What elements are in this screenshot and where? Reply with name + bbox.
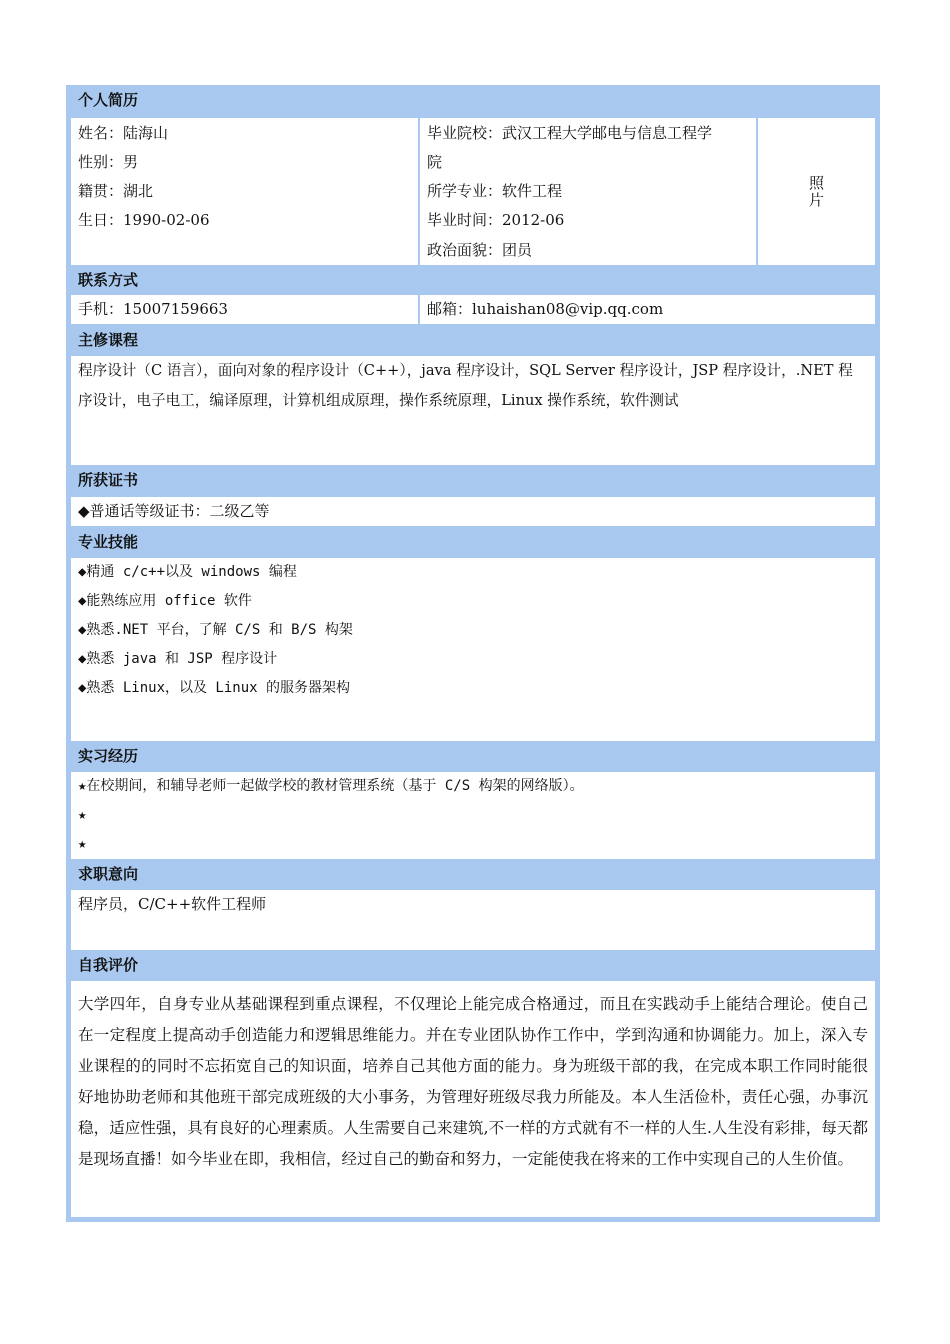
education-info-cell — [420, 118, 756, 265]
hometown-field: 籍贯：湖北 — [78, 182, 154, 200]
internship-item: ★在校期间，和辅导老师一起做学校的教材管理系统（基于 C/S 构架的网络版）。 — [78, 778, 584, 794]
school-field-cont: 院 — [427, 153, 443, 171]
section-header-skills: 专业技能 — [71, 527, 875, 557]
phone-field: 手机：15007159663 — [78, 300, 228, 318]
section-header-certificates: 所获证书 — [71, 465, 875, 495]
courses-cell — [71, 356, 875, 465]
email-field: 邮箱：luhaishan08@vip.qq.com — [427, 300, 664, 318]
section-header-courses: 主修课程 — [71, 325, 875, 355]
email-cell — [420, 295, 875, 324]
internship-item: ★ — [78, 836, 87, 852]
section-header-contact: 联系方式 — [71, 265, 875, 295]
courses-line-2: 序设计，电子电工，编译原理，计算机组成原理，操作系统原理，Linux 操作系统，软件测试 — [78, 392, 679, 409]
section-header-objective: 求职意向 — [71, 859, 875, 889]
self-evaluation-cell — [71, 981, 875, 1217]
internship-item: ★ — [78, 807, 87, 823]
internship-cell — [71, 772, 875, 859]
basic-info-cell — [71, 118, 418, 265]
section-header-internship: 实习经历 — [71, 741, 875, 771]
phone-cell — [71, 295, 418, 324]
political-field: 政治面貌：团员 — [427, 241, 533, 259]
skill-item: ◆熟悉 Linux，以及 Linux 的服务器架构 — [78, 680, 351, 696]
school-field: 毕业院校：武汉工程大学邮电与信息工程学 — [427, 124, 713, 142]
photo-label-1: 照 — [808, 174, 824, 192]
courses-line-1: 程序设计（C 语言），面向对象的程序设计（C++），java 程序设计，SQL Server 程序设计，JSP 程序设计，.NET 程 — [78, 362, 853, 379]
major-field: 所学专业：软件工程 — [427, 182, 563, 200]
objective-cell — [71, 890, 875, 950]
photo-label-2: 片 — [808, 191, 824, 209]
resume-sheet — [66, 85, 880, 1222]
skill-item: ◆能熟练应用 office 软件 — [78, 593, 252, 609]
photo-placeholder — [758, 118, 875, 265]
section-header-profile: 个人简历 — [71, 85, 875, 117]
objective-text: 程序员，C/C++软件工程师 — [78, 895, 267, 913]
skill-item: ◆精通 c/c++以及 windows 编程 — [78, 564, 297, 580]
gender-field: 性别：男 — [78, 153, 139, 171]
certificate-item: ◆普通话等级证书：二级乙等 — [78, 502, 270, 520]
birthday-field: 生日：1990-02-06 — [78, 211, 210, 229]
graduation-field: 毕业时间：2012-06 — [427, 211, 565, 229]
self-evaluation-text: 大学四年，自身专业从基础课程到重点课程，不仅理论上能完成合格通过，而且在实践动手上能结合理论。使自己在一定程度上提高动手创造能力和逻辑思维能力。并在专业团队协作工作中，学到沟通和协调能力。加上，深入专业课程的的同时不忘拓宽自己的知识面，培养自己其他方面的能力。身为班级干部的我，在完成本职工作同时能很好地协助老师和其他班干部完成班级的大小事务，为管理好班级尽我力所能及。本人生活俭朴，责任心强，办事沉稳，适应性强，具有良好的心理素质。人生需要自己来建筑,不一样的方式就有不一样的人生.人生没有彩排，每天都是现场直播！如今毕业在即，我相信，经过自己的勤奋和努力，一定能使我在将来的工作中实现自己的人生价值。 — [78, 995, 868, 1168]
skills-cell — [71, 558, 875, 741]
certificates-cell — [71, 497, 875, 526]
section-header-self-evaluation: 自我评价 — [71, 950, 875, 980]
name-field: 姓名：陆海山 — [78, 124, 169, 142]
skill-item: ◆熟悉 java 和 JSP 程序设计 — [78, 651, 278, 667]
skill-item: ◆熟悉.NET 平台，了解 C/S 和 B/S 构架 — [78, 622, 353, 638]
